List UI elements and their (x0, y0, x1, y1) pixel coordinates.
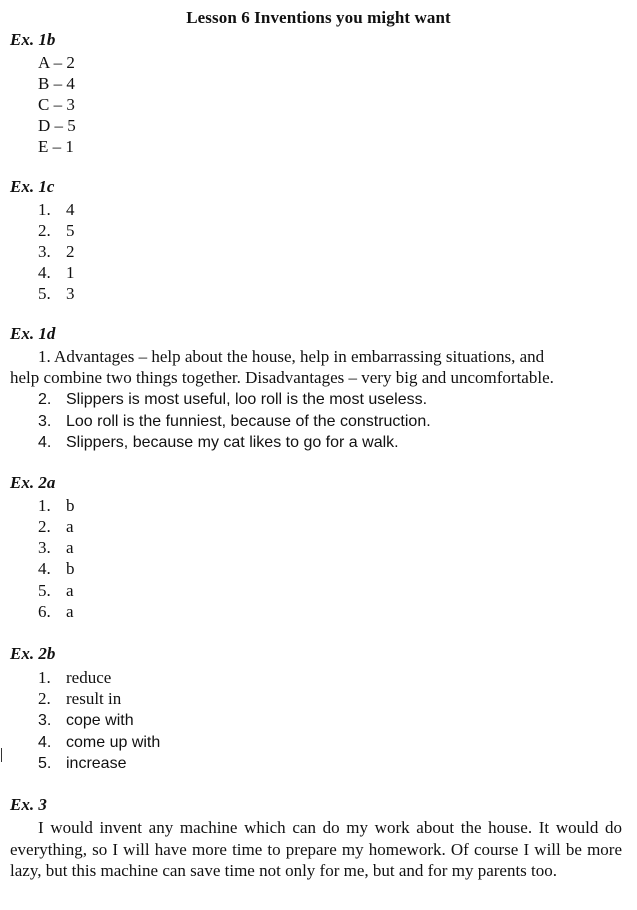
list-item (38, 558, 75, 579)
list-item (38, 710, 134, 731)
item-number: 1. (38, 496, 51, 515)
item-number: 3. (38, 538, 51, 557)
item-number: 4. (38, 263, 51, 282)
item-number: 3. (38, 413, 52, 430)
list-item (38, 411, 431, 432)
item-text: increase (66, 755, 127, 772)
item-number: 2. (38, 221, 51, 240)
page-title: Lesson 6 Inventions you might want (186, 8, 451, 27)
item-text: b (66, 496, 75, 515)
list-item (38, 667, 111, 688)
ex1d-item1-line1: 1. Advantages – help about the house, help in embarrassing situations, and (38, 347, 545, 366)
list-item (38, 262, 75, 283)
item-number: 2. (38, 517, 51, 536)
item-text: a (66, 538, 74, 557)
item-text: reduce (66, 668, 112, 687)
list-item (38, 537, 74, 558)
scan-artifact (1, 748, 2, 762)
ex1b-heading: Ex. 1b (10, 30, 56, 49)
item-number: 4. (38, 434, 52, 451)
list-item (38, 432, 399, 453)
list-item (38, 283, 75, 304)
ex3-heading: Ex. 3 (10, 795, 47, 814)
item-number: 2. (38, 689, 51, 708)
item-text: result in (66, 689, 122, 708)
ex2a-heading: Ex. 2a (10, 473, 56, 492)
list-item (38, 753, 126, 774)
item-text: Slippers, because my cat likes to go for a walk. (66, 434, 399, 451)
ex3-paragraph: I would invent any machine which can do my work about the house. It would do everything, so I will have more time to prepare my homework. Of course I will be more lazy, but this machine can save time not only for me, but and for my parents too. (10, 818, 622, 880)
item-text: a (66, 602, 74, 621)
item-text: a (66, 581, 74, 600)
item-number: 4. (38, 734, 52, 751)
item-text: cope with (66, 712, 134, 729)
item-number: 3. (38, 242, 51, 261)
item-number: 6. (38, 602, 51, 621)
item-number: 5. (38, 581, 51, 600)
item-number: 1. (38, 200, 51, 219)
item-text: Slippers is most useful, loo roll is the most useless. (66, 391, 428, 408)
item-number: 1. (38, 668, 51, 687)
list-item: D – 5 (38, 116, 76, 135)
list-item (38, 199, 75, 220)
item-number: 5. (38, 284, 51, 303)
list-item: E – 1 (38, 137, 74, 156)
list-item (38, 241, 75, 262)
list-item (38, 732, 160, 753)
item-number: 2. (38, 391, 52, 408)
list-item: A – 2 (38, 53, 75, 72)
item-text: Loo roll is the funniest, because of the construction. (66, 413, 431, 430)
item-text: a (66, 517, 74, 536)
list-item (38, 688, 121, 709)
ex1c-heading: Ex. 1c (10, 177, 55, 196)
item-text: come up with (66, 734, 161, 751)
ex2b-heading: Ex. 2b (10, 644, 56, 663)
item-number: 3. (38, 712, 52, 729)
item-number: 5. (38, 755, 52, 772)
item-text: 2 (66, 242, 75, 261)
item-text: 5 (66, 221, 75, 240)
item-text: 1 (66, 263, 75, 282)
item-number: 4. (38, 559, 51, 578)
list-item (38, 601, 74, 622)
list-item (38, 516, 74, 537)
item-text: b (66, 559, 75, 578)
list-item: B – 4 (38, 74, 75, 93)
ex1d-item1-line2: help combine two things together. Disadvantages – very big and uncomfortable. (10, 368, 554, 387)
item-text: 4 (66, 200, 75, 219)
list-item: C – 3 (38, 95, 75, 114)
item-text: 3 (66, 284, 75, 303)
list-item (38, 580, 74, 601)
list-item (38, 220, 75, 241)
ex1d-heading: Ex. 1d (10, 324, 56, 343)
list-item (38, 389, 427, 410)
list-item (38, 495, 75, 516)
